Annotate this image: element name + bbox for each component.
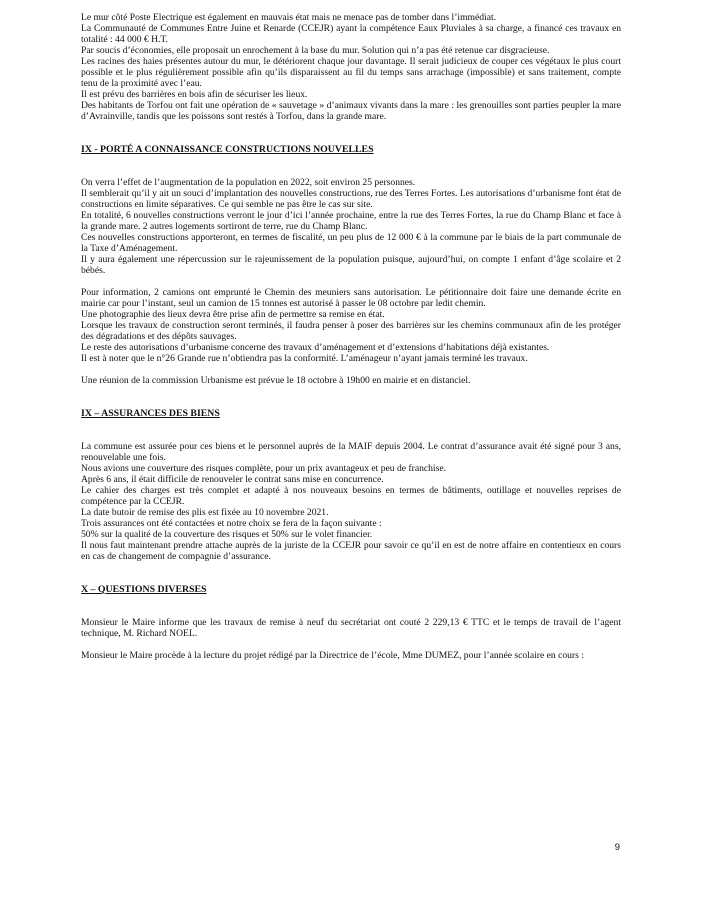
section-heading-constructions: IX - PORTÉ A CONNAISSANCE CONSTRUCTIONS NOUVELLES <box>81 144 374 155</box>
constructions-paragraph-4: Ces nouvelles constructions apporteront, en termes de fiscalité, un peu plus de 12 000 € à la commune par le biais de la part communale de la Taxe d’Aménagement. <box>81 232 621 254</box>
constructions-paragraph-9: Le reste des autorisations d’urbanisme concerne des travaux d’aménagement et d’extensions d’habitations déjà existantes. <box>81 342 550 353</box>
assurances-paragraph-5: La date butoir de remise des plis est fixée au 10 novembre 2021. <box>81 507 329 518</box>
assurances-paragraph-7: 50% sur la qualité de la couverture des risques et 50% sur le volet financier. <box>81 529 373 540</box>
constructions-paragraph-3: En totalité, 6 nouvelles constructions verront le jour d’ici l’année prochaine, entre la rue des Terres Fortes, la rue du Champ Blanc et face à la grande mare. 2 autres logements sortiront de terre, rue du Champ Blanc. <box>81 210 621 232</box>
constructions-paragraph-8: Lorsque les travaux de construction seront terminés, il faudra penser à poser des barrières sur les chemins communaux afin de les protéger des dégradations et des dépôts sauvages. <box>81 320 621 342</box>
intro-paragraph-2: La Communauté de Communes Entre Juine et Renarde (CCEJR) ayant la compétence Eaux Pluviales à sa charge, a financé ces travaux en totalité : 44 000 € H.T. <box>81 23 621 45</box>
assurances-paragraph-8: Il nous faut maintenant prendre attache auprès de la juriste de la CCEJR pour savoir ce qu’il en est de notre affaire en contentieux en cours en cas de changement de compagnie d’assurance. <box>81 540 621 562</box>
assurances-paragraph-6: Trois assurances ont été contactées et notre choix se fera de la façon suivante : <box>81 518 382 529</box>
constructions-paragraph-5: Il y aura également une répercussion sur le rajeunissement de la population puisque, aujourd’hui, on compte 1 enfant d’âge scolaire et 2 bébés. <box>81 254 621 276</box>
intro-paragraph-4: Les racines des haies présentes autour du mur, le détériorent chaque jour davantage. Il serait judicieux de couper ces végétaux le plus court possible et le plus régulièrement possible afin qu’ils disparaissent au fil du temps sans arrachage (impossible) et sans traitement, compte tenu de la proximité avec l’eau. <box>81 56 621 89</box>
constructions-paragraph-11: Une réunion de la commission Urbanisme est prévue le 18 octobre à 19h00 en mairie et en distanciel. <box>81 375 471 386</box>
page-number: 9 <box>614 842 620 853</box>
assurances-paragraph-2: Nous avions une couverture des risques complète, pour un prix avantageux et peu de franchise. <box>81 463 446 474</box>
document-page <box>81 12 621 661</box>
intro-paragraph-3: Par soucis d’économies, elle proposait un enrochement à la base du mur. Solution qui n’a pas été retenue car disgracieuse. <box>81 45 550 56</box>
constructions-paragraph-6: Pour information, 2 camions ont emprunté le Chemin des meuniers sans autorisation. Le pétitionnaire doit faire une demande écrite en mairie car pour l’instant, seul un camion de 15 tonnes est autorisé à passer le 08 octobre par ledit chemin. <box>81 287 621 309</box>
constructions-paragraph-10: Il est à noter que le n°26 Grande rue n’obtiendra pas la conformité. L’aménageur n’ayant jamais terminé les travaux. <box>81 353 528 364</box>
intro-paragraph-5: Il est prévu des barrières en bois afin de sécuriser les lieux. <box>81 89 308 100</box>
assurances-paragraph-3: Après 6 ans, il était difficile de renouveler le contrat sans mise en concurrence. <box>81 474 384 485</box>
constructions-paragraph-1: On verra l’effet de l’augmentation de la population en 2022, soit environ 25 personnes. <box>81 177 416 188</box>
section-heading-questions: X – QUESTIONS DIVERSES <box>81 584 207 595</box>
assurances-paragraph-4: Le cahier des charges est très complet et adapté à nos nouveaux besoins en termes de bâtiments, outillage et nouvelles reprises de compétence par la CCEJR. <box>81 485 621 507</box>
intro-paragraph-1: Le mur côté Poste Electrique est également en mauvais état mais ne menace pas de tomber dans l’immédiat. <box>81 12 497 23</box>
constructions-paragraph-2: Il semblerait qu’il y ait un souci d’implantation des nouvelles constructions, rue des Terres Fortes. Les autorisations d’urbanisme font état de constructions en limite séparatives. Ce qui semble ne pas être le cas sur site. <box>81 188 622 210</box>
section-heading-assurances: IX – ASSURANCES DES BIENS <box>81 408 220 419</box>
intro-paragraph-6: Des habitants de Torfou ont fait une opération de « sauvetage » d’animaux vivants dans la mare : les grenouilles sont parties peupler la mare d’Avrainville, tandis que les poissons sont restés à Torfou, dans la grande mare. <box>81 100 621 122</box>
questions-paragraph-1: Monsieur le Maire informe que les travaux de remise à neuf du secrétariat ont couté 2 229,13 € TTC et le temps de travail de l’agent technique, M. Richard NOEL. <box>81 617 621 639</box>
constructions-paragraph-7: Une photographie des lieux devra être prise afin de permettre sa remise en état. <box>81 309 385 320</box>
questions-paragraph-2: Monsieur le Maire procède à la lecture du projet rédigé par la Directrice de l’école, Mme DUMEZ, pour l’année scolaire en cours : <box>81 650 584 661</box>
assurances-paragraph-1: La commune est assurée pour ces biens et le personnel auprès de la MAIF depuis 2004. Le contrat d’assurance avait été signé pour 3 ans, renouvelable une fois. <box>81 441 621 463</box>
